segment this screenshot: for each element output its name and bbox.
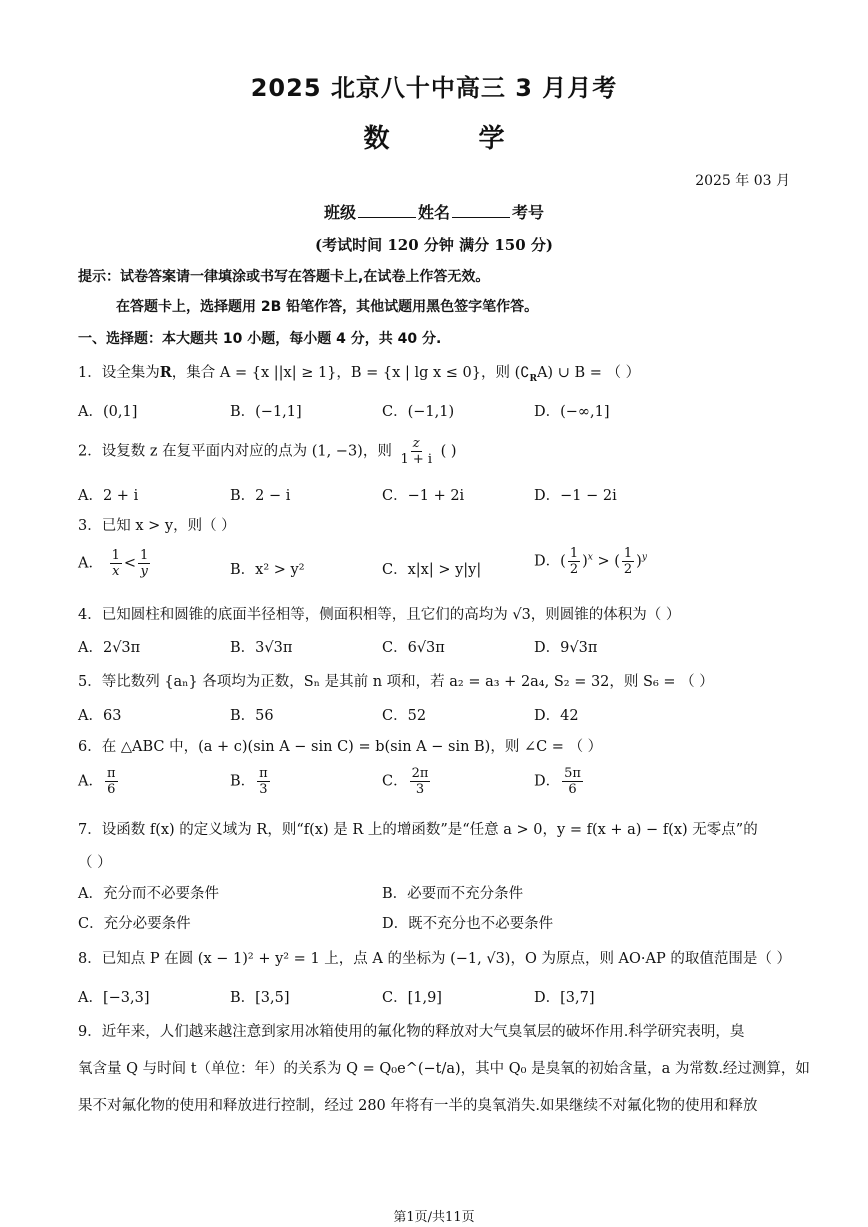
q7-bracket: （ ）	[78, 855, 112, 871]
q7-option-d: D．既不充分也不必要条件	[382, 916, 554, 932]
section-heading-1: 一、选择题：本大题共 10 小题，每小题 4 分，共 40 分.	[78, 331, 442, 347]
q9-line-2: 氧含量 Q 与时间 t（单位：年）的关系为 Q = Q₀e^(−t/a)，其中 Q₀ 是臭氧的初始含量，a 为常数.经过测算，如	[78, 1061, 810, 1077]
q1-stem-a: 1．设全集为	[78, 365, 160, 381]
q6-a-frac	[105, 766, 118, 797]
q6-d-den: 6	[568, 782, 577, 797]
q8-option-a: A．[−3,3]	[78, 990, 150, 1006]
q5-option-a: A．63	[78, 708, 122, 724]
q1-option-d: D．(−∞,1]	[534, 404, 610, 420]
q6-b-frac	[257, 766, 270, 797]
q2-fraction	[398, 436, 434, 467]
question-1-stem	[78, 361, 640, 384]
q4-option-a: A．2√3π	[78, 640, 141, 656]
question-3-stem: 3．已知 x > y，则（ ）	[78, 518, 236, 534]
q5-option-b: B．56	[230, 708, 274, 724]
class-blank	[358, 203, 416, 218]
q6-option-b	[230, 766, 272, 797]
q3-option-d: D．( $\frac{1}{2}$ )$^x$ > ( $\frac{1}{2}$ )$^y$	[534, 546, 647, 577]
q6-option-c	[382, 766, 432, 797]
q6-c-num: 2π	[411, 766, 429, 781]
q1-option-a: A．(0,1]	[78, 404, 138, 420]
q6-b-label: B．	[230, 773, 256, 790]
q3-d-d1: 2	[569, 562, 579, 577]
q3-a-n1: 1	[111, 548, 120, 563]
name-label: 姓名	[417, 203, 450, 222]
q3-option-a	[78, 548, 152, 579]
q6-c-label: C．	[382, 773, 408, 790]
q8-option-c: C．[1,9]	[382, 990, 442, 1006]
exam-no-label: 考号	[512, 203, 545, 222]
hint-text-1: 试卷答案请一律填涂或书写在答题卡上,在试卷上作答无效。	[120, 269, 490, 285]
q5-option-c: C．52	[382, 708, 427, 724]
q5-option-d: D．42	[534, 708, 579, 724]
q3-d-gt: >	[597, 553, 610, 570]
q6-d-num: 5π	[564, 766, 581, 781]
q3-d-exp1: x	[587, 552, 593, 563]
q3-a-lt: <	[123, 555, 137, 572]
question-7-stem: 7．设函数 f(x) 的定义域为 R，则“f(x) 是 R 上的增函数”是“任意 a > 0，y = f(x + a) − f(x) 无零点”的	[78, 822, 758, 838]
q7-option-c: C．充分必要条件	[78, 916, 191, 932]
q3-a-d1: x	[112, 564, 120, 579]
class-label: 班级	[323, 203, 356, 222]
question-2-stem	[78, 436, 457, 467]
q2-frac-den: 1 + i	[400, 452, 433, 467]
q2-option-c: C．−1 + 2i	[382, 488, 465, 504]
q6-a-den: 6	[107, 782, 116, 797]
q3-d-frac1	[568, 546, 580, 577]
q3-d-exp2: y	[641, 552, 647, 563]
q2-stem-a: 2．设复数 z 在复平面内对应的点为 (1, −3)，则	[78, 443, 392, 460]
question-5-stem: 5．等比数列 {aₙ} 各项均为正数，Sₙ 是其前 n 项和，若 a₂ = a₃ + 2a₄, S₂ = 32，则 S₆ = （ ）	[78, 674, 714, 690]
q3-d-n1: 1	[569, 546, 579, 561]
q6-a-label: A．	[78, 773, 103, 790]
q9-line-3: 果不对氟化物的使用和释放进行控制，经过 280 年将有一半的臭氧消失.如果继续不对氟化物的使用和释放	[78, 1098, 758, 1114]
subject-title: 数 学	[363, 124, 545, 154]
q2-option-d: D．−1 − 2i	[534, 488, 617, 504]
q7-option-b: B．必要而不充分条件	[382, 886, 524, 902]
q6-d-frac	[562, 766, 583, 797]
q4-option-b: B．3√3π	[230, 640, 293, 656]
q6-c-den: 3	[415, 782, 425, 797]
q3-a-d2: y	[140, 564, 148, 579]
question-4-stem: 4．已知圆柱和圆锥的底面半径相等，侧面积相等，且它们的高均为 √3，则圆锥的体积为（ ）	[78, 607, 681, 623]
q3-option-c: C．x|x| > y|y|	[382, 562, 482, 578]
q1-stem-e: A) ∪ B = （ ）	[536, 365, 641, 381]
q4-option-c: C．6√3π	[382, 640, 445, 656]
q3-a-n2: 1	[140, 548, 149, 563]
hint-line-2: 在答题卡上，选择题用 2B 铅笔作答，其他试题用黑色签字笔作答。	[116, 299, 539, 315]
name-blank	[452, 203, 510, 218]
q2-stem-b: ( )	[440, 443, 457, 460]
q6-c-frac	[410, 766, 431, 797]
q6-d-label: D．	[534, 773, 561, 790]
q9-line-1: 9．近年来，人们越来越注意到家用冰箱使用的氟化物的释放对大气臭氧层的破坏作用.科学研究表明，臭	[78, 1024, 745, 1040]
time-note: (考试时间 120 分钟 满分 150 分)	[315, 236, 553, 254]
q2-frac-num: z	[412, 436, 420, 451]
q2-option-b: B．2 − i	[230, 488, 291, 504]
q6-b-num: π	[259, 766, 268, 781]
q3-d-n2: 1	[623, 546, 633, 561]
q1-stem-d: R	[529, 373, 537, 384]
question-6-stem: 6．在 △ABC 中，(a + c)(sin A − sin C) = b(sin A − sin B)，则 ∠C = （ ）	[78, 739, 603, 755]
q3-option-b: B．x² > y²	[230, 562, 305, 578]
q4-option-d: D．9√3π	[534, 640, 598, 656]
hint-line-1	[78, 266, 489, 286]
exam-title: 2025 北京八十中高三 3 月月考	[250, 74, 618, 102]
q7-option-a: A．充分而不必要条件	[78, 886, 219, 902]
q6-option-a	[78, 766, 120, 797]
q3-d-label: D．	[534, 553, 561, 570]
page-footer: 第1页/共11页	[393, 1210, 475, 1225]
q1-stem-b: R	[159, 364, 172, 381]
q6-a-num: π	[106, 766, 116, 781]
q3-a-frac1	[110, 548, 122, 579]
q1-option-b: B．(−1,1]	[230, 404, 302, 420]
q2-option-a: A．2 + i	[78, 488, 139, 504]
student-info-line	[0, 200, 868, 223]
hint-prefix: 提示：	[78, 269, 120, 285]
q8-option-b: B．[3,5]	[230, 990, 290, 1006]
q1-stem-c: ，集合 A = {x ||x| ≥ 1}，B = {x | lg x ≤ 0}，则 (∁	[171, 365, 530, 381]
q3-d-frac2	[622, 546, 634, 577]
q8-option-d: D．[3,7]	[534, 990, 595, 1006]
q3-d-d2: 2	[623, 562, 633, 577]
q3-a-label: A．	[78, 555, 103, 572]
q3-a-frac2	[138, 548, 150, 579]
exam-date: 2025 年 03 月	[695, 173, 790, 189]
q6-option-d	[534, 766, 585, 797]
q6-b-den: 3	[259, 782, 268, 797]
question-8-stem: 8．已知点 P 在圆 (x − 1)² + y² = 1 上，点 A 的坐标为 (−1, √3)，O 为原点，则 AO·AP 的取值范围是（ ）	[78, 951, 791, 967]
q1-option-c: C．(−1,1)	[382, 404, 455, 420]
